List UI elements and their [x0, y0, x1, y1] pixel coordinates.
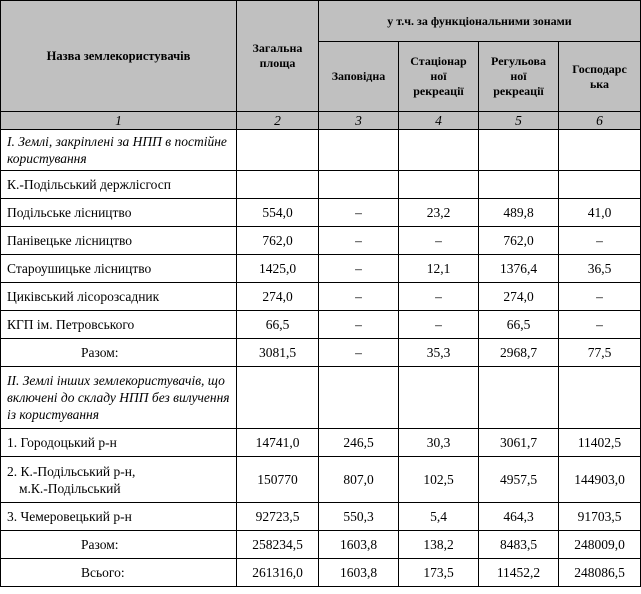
cell-value: 8483,5 [479, 531, 559, 559]
cell-value: 248009,0 [559, 531, 641, 559]
subtotal-row [1, 531, 641, 559]
cell-value: 66,5 [237, 311, 319, 339]
cell-value: 1603,8 [319, 559, 399, 587]
table-row [1, 227, 641, 255]
cell-value: 36,5 [559, 255, 641, 283]
header-zone-reserve: Заповідна [319, 42, 399, 112]
header-total-area: Загальна площа [237, 1, 319, 112]
section-heading: I. Землі, закріплені за НПП в постійне користування [1, 130, 237, 171]
header-zone-economic: Господарс ька [559, 42, 641, 112]
cell-value: 261316,0 [237, 559, 319, 587]
cell-value: – [319, 311, 399, 339]
header-name-column: Назва землекористувачів [1, 1, 237, 112]
table-row [1, 283, 641, 311]
cell-value: – [399, 311, 479, 339]
cell-value: – [559, 227, 641, 255]
table-row [1, 199, 641, 227]
table-row [1, 171, 641, 199]
subtotal-label: Разом: [1, 339, 237, 367]
cell-value: 150770 [237, 457, 319, 503]
cell-value: 14741,0 [237, 429, 319, 457]
cell-value: – [319, 339, 399, 367]
cell-value: – [399, 227, 479, 255]
cell-value: 3081,5 [237, 339, 319, 367]
cell-value: 23,2 [399, 199, 479, 227]
row-name: 3. Чемеровецький р-н [1, 503, 237, 531]
subtotal-label: Разом: [1, 531, 237, 559]
cell-value: 3061,7 [479, 429, 559, 457]
row-name-line: м.К.-Подільський [19, 480, 121, 496]
cell-value: – [319, 199, 399, 227]
column-number: 2 [237, 112, 319, 130]
cell-value: 4957,5 [479, 457, 559, 503]
header-functional-zones: у т.ч. за функціональними зонами [319, 1, 641, 42]
column-number: 1 [1, 112, 237, 130]
cell-value: – [559, 283, 641, 311]
cell-value: 30,3 [399, 429, 479, 457]
column-number: 3 [319, 112, 399, 130]
cell-value: 11402,5 [559, 429, 641, 457]
cell-value: – [319, 283, 399, 311]
header-zone-stationary-recreation: Стаціонар ної рекреації [399, 42, 479, 112]
header-zone-regulated-recreation: Регульова ної рекреації [479, 42, 559, 112]
table-row [1, 503, 641, 531]
cell-value: 41,0 [559, 199, 641, 227]
cell-value: 1603,8 [319, 531, 399, 559]
row-name: Циківський лісорозсадник [1, 283, 237, 311]
table-row [1, 367, 641, 429]
cell-value: – [559, 311, 641, 339]
total-label: Всього: [1, 559, 237, 587]
subtotal-row [1, 339, 641, 367]
column-number: 5 [479, 112, 559, 130]
cell-value: 762,0 [237, 227, 319, 255]
table-row [1, 457, 641, 503]
cell-value: 91703,5 [559, 503, 641, 531]
table-row [1, 130, 641, 171]
cell-value: 807,0 [319, 457, 399, 503]
cell-value: – [319, 255, 399, 283]
cell-value: 274,0 [479, 283, 559, 311]
cell-value: 550,3 [319, 503, 399, 531]
row-name [1, 457, 237, 503]
cell-value: 1376,4 [479, 255, 559, 283]
cell-value: 2968,7 [479, 339, 559, 367]
cell-value: 102,5 [399, 457, 479, 503]
cell-value: 35,3 [399, 339, 479, 367]
total-row [1, 559, 641, 587]
cell-value: 5,4 [399, 503, 479, 531]
cell-value: – [319, 227, 399, 255]
column-number: 4 [399, 112, 479, 130]
cell-value: 274,0 [237, 283, 319, 311]
table-row [1, 429, 641, 457]
row-name: К.-Подільський держлісгосп [1, 171, 237, 199]
cell-value: 464,3 [479, 503, 559, 531]
table-row [1, 311, 641, 339]
cell-value: 1425,0 [237, 255, 319, 283]
row-name: Староушицьке лісництво [1, 255, 237, 283]
cell-value: 92723,5 [237, 503, 319, 531]
cell-value: 258234,5 [237, 531, 319, 559]
cell-value: 11452,2 [479, 559, 559, 587]
row-name: 1. Городоцький р-н [1, 429, 237, 457]
cell-value: 173,5 [399, 559, 479, 587]
cell-value: 144903,0 [559, 457, 641, 503]
cell-value: – [399, 283, 479, 311]
cell-value: 762,0 [479, 227, 559, 255]
cell-value: 66,5 [479, 311, 559, 339]
row-name-line: 2. К.-Подільський р-н, [7, 463, 136, 479]
cell-value: 12,1 [399, 255, 479, 283]
cell-value: 248086,5 [559, 559, 641, 587]
row-name: Панівецьке лісництво [1, 227, 237, 255]
column-number-row [1, 112, 641, 130]
cell-value: 489,8 [479, 199, 559, 227]
cell-value: 246,5 [319, 429, 399, 457]
table-row [1, 255, 641, 283]
row-name: Подільське лісництво [1, 199, 237, 227]
cell-value: 138,2 [399, 531, 479, 559]
cell-value: 554,0 [237, 199, 319, 227]
section-heading: II. Землі інших землекористувачів, що включені до складу НПП без вилучення із користування [1, 367, 237, 429]
column-number: 6 [559, 112, 641, 130]
row-name: КГП ім. Петровського [1, 311, 237, 339]
cell-value: 77,5 [559, 339, 641, 367]
